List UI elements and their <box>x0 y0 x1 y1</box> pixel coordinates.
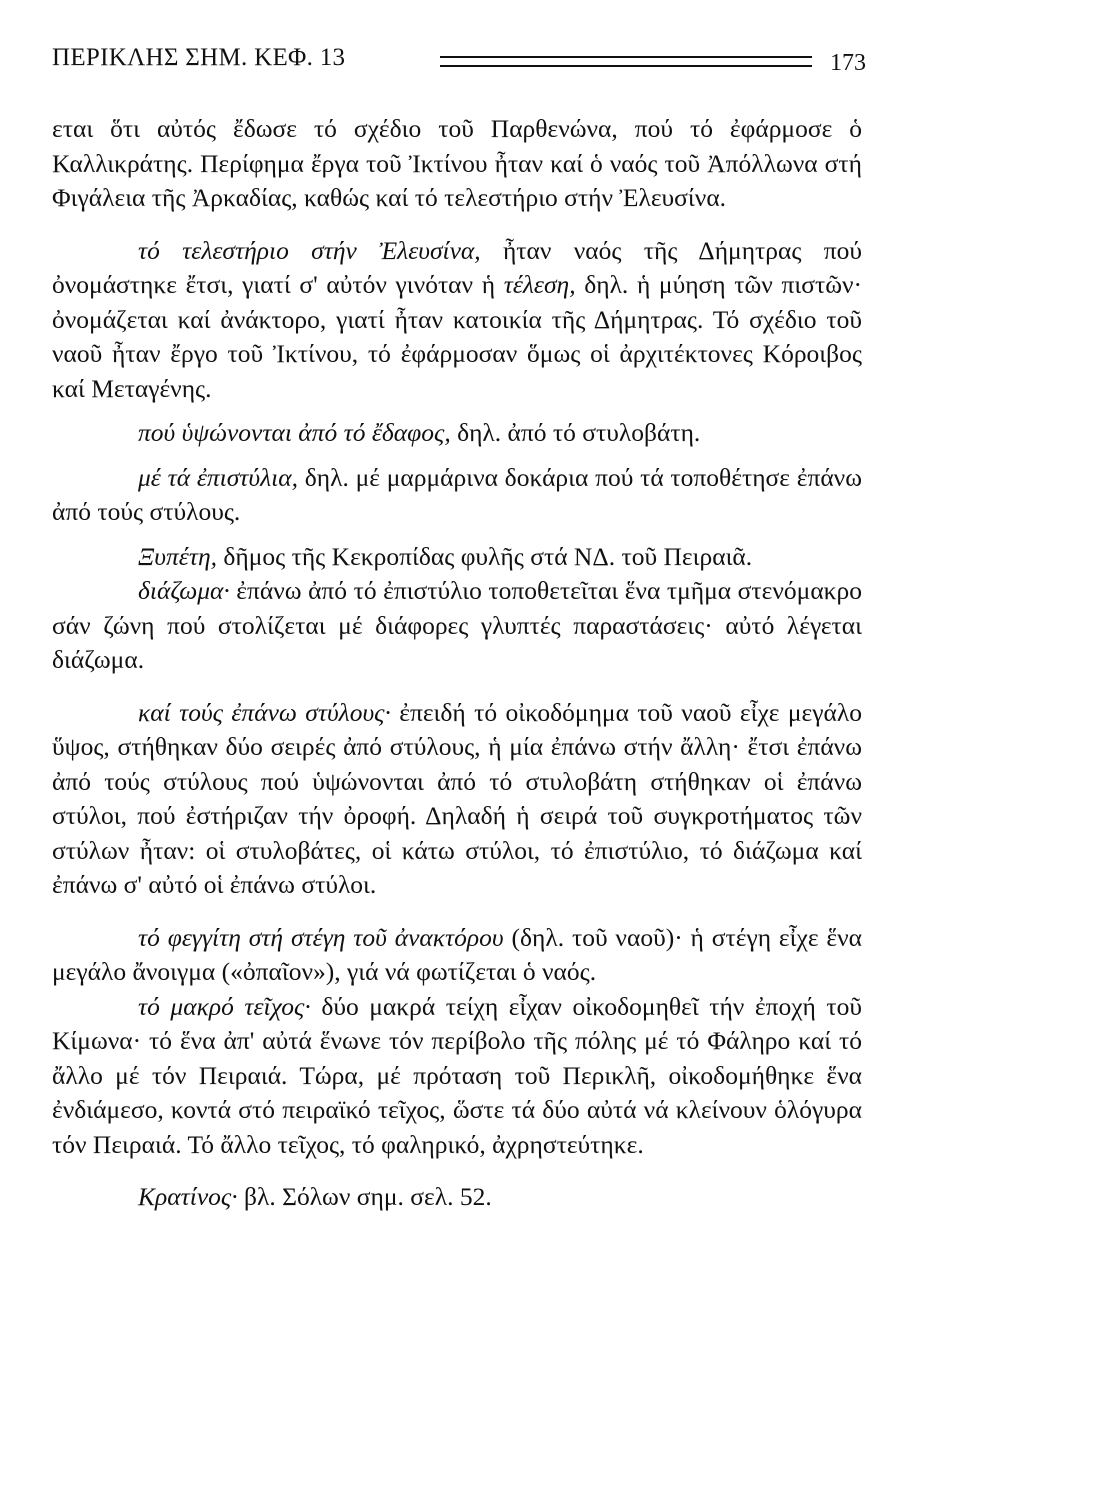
note-text: βλ. Σόλων σημ. σελ. 52. <box>237 1182 492 1211</box>
note-entry <box>52 416 862 451</box>
note-text: δύο μακρά τείχη εἶχαν οἰκοδομηθεῖ τήν ἐποχή τοῦ Κίμωνα· τό ἕνα ἀπ' αὐτά ἕνωνε τόν περίβολο τῆς πόλης μέ τό Φάληρο καί τό ἄλλο μέ τόν Πειραιά. Τώρα, μέ πρόταση τοῦ Περικλῆ, οἰκοδομήθηκε ἕνα ἐνδιάμεσο, κοντά στό πειραϊκό τεῖχος, ὥστε τά δύο αὐτά νά κλείνουν ὁλόγυρα τόν Πειραιά. Τό ἄλλο τεῖχος, τό φαληρικό, ἀχρηστεύτηκε. <box>52 991 862 1159</box>
paragraph-text: εται ὅτι αὐτός ἔδωσε τό σχέδιο τοῦ Παρθενώνα, πού τό ἐφάρμοσε ὁ Καλλικράτης. Περίφημα ἔργα τοῦ Ἰκτίνου ἦταν καί ὁ ναός τοῦ Ἀπόλλωνα στή Φιγάλεια τῆς Ἀρκαδίας, καθώς καί τό τελεστήριο στήν Ἐλευσίνα. <box>52 114 862 212</box>
note-term: τό μακρό τεῖχος· <box>138 991 311 1021</box>
note-entry <box>52 696 862 903</box>
note-text: ἐπειδή τό οἰκοδόμημα τοῦ ναοῦ εἶχε μεγάλο ὕψος, στήθηκαν δύο σειρές ἀπό στύλους, ἡ μία ἐπάνω στήν ἄλλη· ἔτσι ἐπάνω ἀπό τούς στύλους πού ὑψώνονται ἀπό τό στυλοβάτη στήθηκαν οἱ ἐπάνω στύλοι, πού ἐστήριζαν τήν ὀροφή. Δηλαδή ἡ σειρά τοῦ συγκροτήματος τῶν στύλων ἦταν: οἱ στυλοβάτες, οἱ κάτω στύλοι, τό ἐπιστύλιο, τό διάζωμα καί ἐπάνω σ' αὐτό οἱ ἐπάνω στύλοι. <box>52 697 862 899</box>
page-body <box>52 112 862 1215</box>
note-entry <box>52 921 862 990</box>
running-title: ΠΕΡΙΚΛΗΣ ΣΗΜ. ΚΕΦ. 13 <box>52 44 346 71</box>
note-entry <box>52 461 862 530</box>
note-entry <box>52 1180 862 1215</box>
note-text: δηλ. ἀπό τό στυλοβάτη. <box>450 418 701 447</box>
note-term: διάζωμα· <box>138 576 230 605</box>
note-term: μέ τά ἐπιστύλια, <box>138 462 299 492</box>
note-term: Κρατίνος· <box>138 1182 238 1211</box>
note-term: τό φεγγίτη στή στέγη τοῦ ἀνακτόρου <box>138 922 504 952</box>
note-term: Ξυπέτη, <box>138 541 217 571</box>
note-text: ἦταν ναός τῆς Δήμητρας πού ὀνομάστηκε ἔτσι, γιατί σ' αὐτόν γινόταν ἡ <box>52 235 862 299</box>
note-term: πού ὑψώνονται ἀπό τό ἔδαφος, <box>138 418 451 447</box>
note-term-inline: τέλεση, <box>503 270 576 299</box>
note-term: καί τούς ἐπάνω στύλους· <box>138 697 391 727</box>
continuation-paragraph <box>52 112 862 216</box>
note-entry <box>52 574 862 678</box>
note-entry <box>52 234 862 407</box>
note-text: ἐπάνω ἀπό τό ἐπιστύλιο τοποθετεῖται ἕνα τμῆμα στενόμακρο σάν ζώνη πού στολίζεται μέ διάφορες γλυπτές παραστάσεις· αὐτό λέγεται διάζωμα. <box>52 576 862 674</box>
note-entry <box>52 540 862 575</box>
running-header <box>52 44 870 84</box>
note-text: δῆμος τῆς Κεκροπίδας φυλῆς στά ΝΔ. τοῦ Πειραιᾶ. <box>216 541 753 571</box>
header-double-rule <box>440 56 812 67</box>
note-text: (δηλ. τοῦ ναοῦ)· ἡ στέγη εἶχε ἕνα μεγάλο ἄνοιγμα («ὀπαῖον»), γιά νά φωτίζεται ὁ ναός. <box>52 922 862 986</box>
note-text: δηλ. μέ μαρμάρινα δοκάρια πού τά τοποθέτησε ἐπάνω ἀπό τούς στύλους. <box>52 462 862 526</box>
page-number: 173 <box>830 50 866 76</box>
note-term: τό τελεστήριο στήν Ἐλευσίνα, <box>138 235 481 265</box>
note-text: δηλ. ἡ μύηση τῶν πιστῶν· ὀνομάζεται καί ἀνάκτορο, γιατί ἦταν κατοικία τῆς Δήμητρας. Τό σχέδιο τοῦ ναοῦ ἦταν ἔργο τοῦ Ἰκτίνου, τό ἐφάρμοσαν ὅμως οἱ ἀρχιτέκτονες Κόροιβος καί Μεταγένης. <box>52 270 863 403</box>
note-entry <box>52 990 862 1163</box>
